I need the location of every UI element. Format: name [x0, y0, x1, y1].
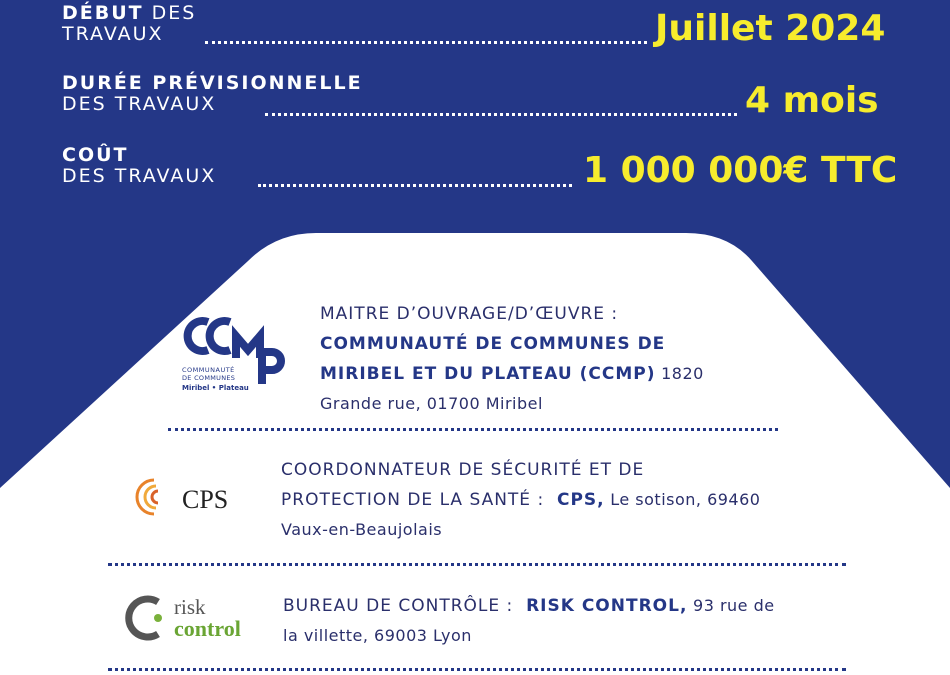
cost-label: [62, 145, 216, 187]
start-label: [62, 3, 196, 45]
duration-dotted-leader: [265, 113, 737, 116]
cps-address-tail: Le sotison, 69460: [604, 490, 761, 509]
cps-org: CPS,: [557, 490, 605, 510]
cost-dotted-leader: [258, 184, 572, 187]
ccmp-logo-icon: [180, 312, 285, 397]
svg-text:control: control: [174, 616, 241, 641]
ccmp-logo: [180, 312, 285, 397]
start-row: [62, 3, 196, 45]
cost-label-line2: DES TRAVAUX: [62, 165, 217, 187]
separator-2: [108, 563, 846, 566]
svg-text:Miribel • Plateau: Miribel • Plateau: [182, 384, 249, 392]
cost-row: [62, 145, 216, 187]
risk-control-address-line2: la villette, 69003 Lyon: [283, 626, 472, 645]
risk-control-role: BUREAU DE CONTRÔLE :: [283, 596, 514, 616]
risk-control-entry: [283, 591, 775, 651]
risk-control-logo-icon: [122, 592, 267, 644]
svg-text:CPS: CPS: [182, 485, 229, 514]
cps-role-line1: COORDONNATEUR DE SÉCURITÉ ET DE: [281, 460, 645, 480]
risk-control-org: RISK CONTROL,: [526, 596, 688, 616]
duration-value: 4 mois: [745, 80, 879, 121]
duration-row: [62, 73, 363, 115]
start-dotted-leader: [205, 41, 647, 44]
ccmp-address-tail: 1820: [655, 364, 704, 383]
cps-role-line2: PROTECTION DE LA SANTÉ :: [281, 490, 545, 510]
separator-3: [108, 668, 846, 671]
duration-label-line1: DURÉE PRÉVISIONNELLE: [62, 72, 363, 94]
cps-logo: [132, 476, 252, 518]
ccmp-entry: [320, 299, 704, 419]
cps-logo-icon: [132, 476, 252, 518]
start-label-line2: TRAVAUX: [62, 23, 164, 45]
cost-value: 1 000 000€ TTC: [583, 150, 898, 191]
ccmp-org-line1: COMMUNAUTÉ DE COMMUNES DE: [320, 334, 666, 354]
svg-text:risk: risk: [174, 595, 206, 619]
start-label-bold: DÉBUT: [62, 2, 144, 24]
cost-label-line1: COÛT: [62, 144, 129, 166]
cps-address-line2: Vaux-en-Beaujolais: [281, 520, 443, 539]
ccmp-address-line2: Grande rue, 01700 Miribel: [320, 394, 543, 413]
cps-entry: [281, 455, 760, 545]
svg-text:DE COMMUNES: DE COMMUNES: [182, 374, 236, 382]
start-value: Juillet 2024: [655, 8, 886, 49]
risk-control-logo: [122, 592, 267, 644]
ccmp-role: MAITRE D’OUVRAGE/D’ŒUVRE :: [320, 304, 619, 324]
svg-text:COMMUNAUTÉ: COMMUNAUTÉ: [182, 366, 235, 374]
ccmp-org-line2: MIRIBEL ET DU PLATEAU (CCMP): [320, 364, 656, 384]
start-label-rest: DES: [143, 2, 197, 24]
separator-1: [168, 428, 778, 431]
duration-label: [62, 73, 363, 115]
risk-control-address-tail: 93 rue de: [687, 596, 775, 615]
duration-label-line2: DES TRAVAUX: [62, 93, 217, 115]
